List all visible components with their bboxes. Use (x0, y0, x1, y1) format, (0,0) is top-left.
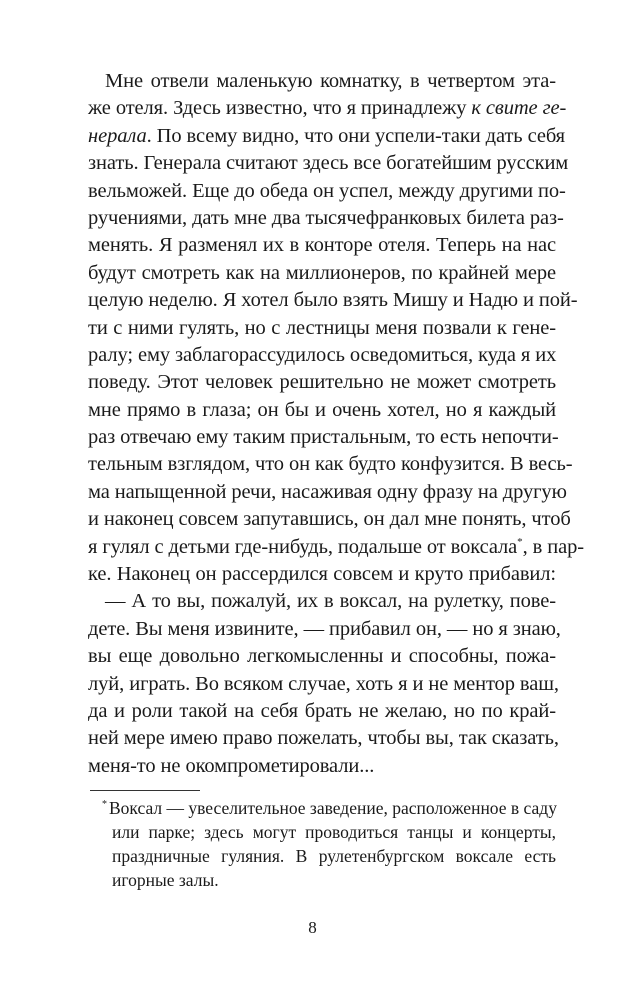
main-text (88, 68, 584, 780)
text-line: вельможей. Еще до обеда он успел, между другими по- (88, 179, 566, 202)
footnote-marker: * (102, 799, 107, 811)
text-line: ручениями, дать мне два тысячефранковых билета раз- (88, 206, 564, 229)
text-line: знать. Генерала считают здесь все богатейшим русским (88, 152, 569, 175)
text-line: поведу. Этот человек решительно не может смотреть (88, 371, 556, 394)
footnote-ref[interactable]: * (517, 535, 523, 548)
text-line (88, 123, 565, 150)
text-line: дете. Вы меня извините, — прибавил он, — но я знаю, (88, 617, 561, 640)
text-line: менять. Я разменял их в конторе отеля. Теперь на нас (88, 234, 556, 257)
text-line: ма напыщенной речи, насаживая одну фразу на другую (88, 480, 567, 503)
text-line: ти с ними гулять, но с лестницы меня позвали к гене- (88, 316, 556, 339)
text-line: же отеля. Здесь известно, что я принадлежу к свите ге- (88, 97, 567, 120)
footnote-line: * Воксал — увеселительное заведение, расположенное в саду (102, 798, 557, 818)
footnote-divider (90, 790, 200, 791)
text-line: ке. Наконец он рассердился совсем и круто прибавил: (88, 563, 556, 586)
text-line: тельным взглядом, что он как будто конфузится. В весь- (88, 453, 573, 476)
text-line: вы еще довольно легкомысленны и способны, пожа- (88, 645, 556, 668)
footnote (90, 796, 556, 892)
text-line: да и роли такой на себя брать не желаю, но по край- (88, 699, 556, 722)
text-line: меня-то не окомпрометировали... (88, 754, 375, 777)
text-line: мне прямо в глаза; он бы и очень хотел, но я каждый (88, 398, 556, 421)
text-line: — А то вы, пожалуй, их в воксал, на рулетку, пове- (105, 590, 556, 613)
italic-phrase: к свите ге- (471, 97, 567, 120)
italic-phrase-end: нерала (88, 124, 147, 147)
text-line-tail: . По всему видно, что они успели-таки дать себя (146, 124, 565, 147)
text-line: ней мере имею право пожелать, чтобы вы, так сказать, (88, 727, 559, 750)
footnote-line: игорные залы. (112, 870, 219, 890)
text-line: раз отвечаю ему таким пристальным, то есть непочти- (88, 426, 559, 449)
footnote-line: или парке; здесь могут проводиться танцы и концерты, (112, 822, 556, 842)
text-line: ралу; ему заблагорассудилось осведомиться, куда я их (88, 343, 557, 366)
text-line: я гулял с детьми где-нибудь, подальше от воксала*, в пар- (88, 535, 584, 558)
text-line: Мне отвели маленькую комнатку, в четвертом эта- (105, 70, 556, 92)
footnote-line: праздничные гуляния. В рулетенбургском воксале есть (112, 846, 556, 866)
text-line: целую неделю. Я хотел было взять Мишу и Надю и пой- (88, 289, 578, 312)
text-line: и наконец совсем запутавшись, он дал мне понять, чтоб (88, 508, 571, 531)
page-number: 8 (308, 918, 317, 937)
text-line: луй, играть. Во всяком случае, хоть я и не ментор ваш, (88, 672, 559, 695)
text-line: будут смотреть как на миллионеров, по крайней мере (88, 261, 556, 284)
